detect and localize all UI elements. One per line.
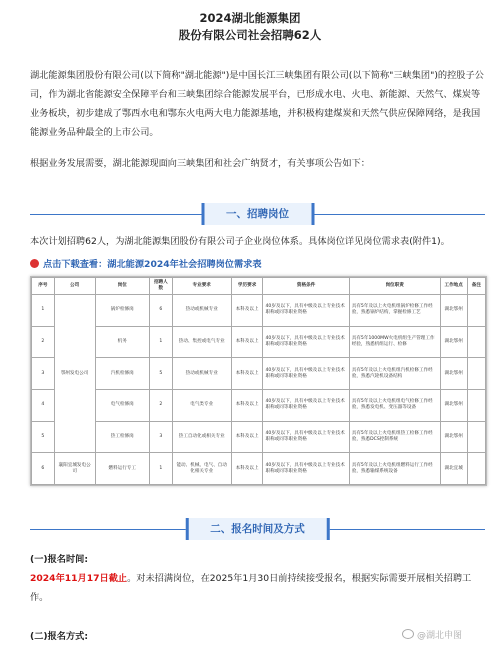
table-cell: 湖北鄂州	[440, 421, 467, 453]
pin-icon	[30, 259, 39, 268]
table-cell: 电气检修岗	[95, 389, 149, 421]
table-cell: 湖北宜城	[440, 453, 467, 485]
table-header: 资格条件	[263, 278, 349, 295]
positions-table-image	[30, 276, 487, 486]
table-header: 岗位职责	[349, 278, 440, 295]
weibo-icon	[402, 629, 414, 639]
table-cell: 1	[150, 326, 173, 358]
section1-text: 本次计划招聘62人，为湖北能源集团股份有限公司子企业岗位体系。具体岗位详见岗位需求表(附件1)。	[30, 236, 450, 247]
table-cell: 热动、集控或电气专业	[172, 326, 231, 358]
section-title: 二、报名时间及方式	[185, 518, 330, 540]
table-header: 岗位	[95, 278, 149, 295]
table-cell: 3	[150, 421, 173, 453]
download-link-label[interactable]: 点击下载查看：湖北能源2024年社会招聘岗位需求表	[43, 259, 262, 270]
table-cell: 40岁及以下，具有中级及以上专业技术职称或同等职业资格	[263, 326, 349, 358]
table-cell: 具有5年及以上火电机组电气检修工作经验，熟悉发电机、变压器等设备	[349, 389, 440, 421]
table-row	[32, 326, 486, 358]
table-cell: 40岁及以下，具有中级及以上专业技术职称或同等职业资格	[263, 389, 349, 421]
subheading-registration-method: (二)报名方式:	[30, 631, 89, 642]
table-cell: 6	[150, 295, 173, 327]
deadline-rest-text: 。对未招满岗位，在2025年1月30日前持续接受报名，根据实际需要开展相关招聘工作。	[30, 573, 472, 603]
subheading-registration-time: (一)报名时间:	[30, 554, 89, 565]
table-cell: 1	[150, 453, 173, 485]
table-cell: 4	[32, 389, 55, 421]
table-cell: 40岁及以下，具有中级及以上专业技术职称或同等职业资格	[263, 295, 349, 327]
table-cell	[467, 295, 485, 327]
table-cell	[467, 421, 485, 453]
watermark	[402, 628, 462, 641]
table-header: 序号	[32, 278, 55, 295]
table-cell: 具有5年1000MW火电机组生产管理工作经验，熟悉机组运行、检修	[349, 326, 440, 358]
table-cell: 热动或机械专业	[172, 295, 231, 327]
table-cell: 湖北鄂州	[440, 358, 467, 390]
section-header-positions	[30, 203, 485, 225]
table-header: 专业要求	[172, 278, 231, 295]
table-cell: 40岁及以下，具有中级及以上专业技术职称或同等职业资格	[263, 453, 349, 485]
intro-paragraph: 湖北能源集团股份有限公司(以下简称"湖北能源")是中国长江三峡集团有限公司(以下简称"三峡集团")的控股子公司，作为湖北省能源安全保障平台和三峡集团综合能源发展平台，已形成水电、火电、新能源、天然气、煤炭等业务板块，初步建成了鄂西水电和鄂东火电两大电力能源基地，并积极构建煤炭和天然气供应保障网络，是我国能源业务品种最全的上市公司。	[30, 70, 484, 138]
table-cell: 锅炉检修岗	[95, 295, 149, 327]
table-cell: 汽机检修岗	[95, 358, 149, 390]
table-cell: 6	[32, 453, 55, 485]
table-cell-company: 襄阳宜城发电公司	[54, 453, 95, 485]
table-cell: 5	[32, 421, 55, 453]
table-cell: 电气类专业	[172, 389, 231, 421]
table-row	[32, 421, 486, 453]
table-cell: 5	[150, 358, 173, 390]
table-cell: 湖北鄂州	[440, 326, 467, 358]
table-cell: 本科及以上	[231, 326, 263, 358]
table-cell: 燃料运行专工	[95, 453, 149, 485]
table-cell: 3	[32, 358, 55, 390]
table-cell: 热工自动化或相关专业	[172, 421, 231, 453]
table-cell: 本科及以上	[231, 389, 263, 421]
table-cell	[467, 326, 485, 358]
table-cell: 具有5年及以上火电机组锅炉检修工作经验，熟悉锅炉结构，掌握检修工艺	[349, 295, 440, 327]
deadline-text: 2024年11月17日截止	[30, 573, 128, 584]
table-cell: 热工检修岗	[95, 421, 149, 453]
table-cell-company: 鄂州发电公司	[54, 295, 95, 453]
table-cell: 1	[32, 295, 55, 327]
registration-time-text	[30, 569, 485, 607]
table-header-row	[32, 278, 486, 295]
table-row	[32, 453, 486, 485]
table-header: 备注	[467, 278, 485, 295]
table-row	[32, 295, 486, 327]
table-row	[32, 389, 486, 421]
table-cell	[467, 358, 485, 390]
table-cell: 能动、机械、电气、自动化相关专业	[172, 453, 231, 485]
table-cell: 40岁及以下，具有中级及以上专业技术职称或同等职业资格	[263, 421, 349, 453]
intro-paragraph-2: 根据业务发展需要，湖北能源现面向三峡集团和社会广纳贤才，有关事项公告如下：	[30, 158, 370, 169]
table-cell: 本科及以上	[231, 421, 263, 453]
section-header-registration	[30, 518, 485, 540]
table-cell: 具有5年及以上火电机组燃料运行工作经验，熟悉输煤系统设备	[349, 453, 440, 485]
table-cell: 本科及以上	[231, 358, 263, 390]
table-cell: 本科及以上	[231, 295, 263, 327]
article-title-line2: 股份有限公司社会招聘62人	[178, 28, 322, 42]
table-cell	[467, 453, 485, 485]
article-title-line1: 2024湖北能源集团	[199, 11, 301, 25]
table-cell: 2	[150, 389, 173, 421]
table-cell	[467, 389, 485, 421]
table-cell: 热动或机械专业	[172, 358, 231, 390]
table-cell: 本科及以上	[231, 453, 263, 485]
table-header: 招聘人数	[150, 278, 173, 295]
table-cell: 机务	[95, 326, 149, 358]
table-cell: 2	[32, 326, 55, 358]
table-cell: 具有5年及以上火电机组汽机检修工作经验，熟悉汽轮机设备结构	[349, 358, 440, 390]
table-cell: 湖北鄂州	[440, 389, 467, 421]
watermark-text: @湖北申图	[417, 631, 463, 641]
table-header: 工作地点	[440, 278, 467, 295]
table-header: 公司	[54, 278, 95, 295]
positions-table	[31, 277, 486, 485]
table-cell: 40岁及以下，具有中级及以上专业技术职称或同等职业资格	[263, 358, 349, 390]
download-link[interactable]	[30, 256, 262, 270]
table-row	[32, 358, 486, 390]
table-header: 学历要求	[231, 278, 263, 295]
table-cell: 具有5年及以上火电机组热工检修工作经验，熟悉DCS控制系统	[349, 421, 440, 453]
table-cell: 湖北鄂州	[440, 295, 467, 327]
section-title: 一、招聘岗位	[201, 203, 314, 225]
